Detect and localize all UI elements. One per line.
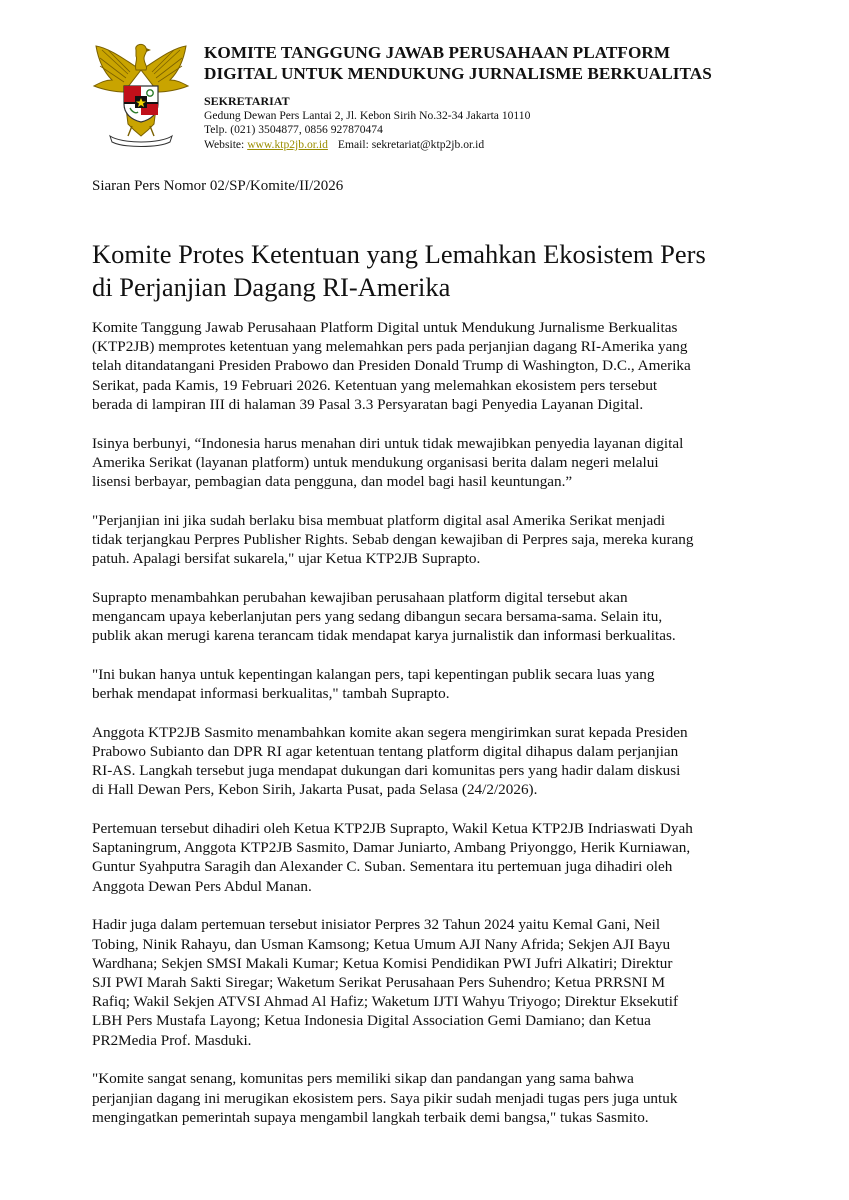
text-line: di Hall Dewan Pers, Kebon Sirih, Jakarta Pusat, pada Selasa (24/2/2026).: [92, 781, 538, 799]
secretariat-phone: Telp. (021) 3504877, 0856 927870474: [204, 123, 383, 137]
paragraph-6: [92, 723, 760, 800]
text-line: Komite Tanggung Jawab Perusahaan Platform Digital untuk Mendukung Jurnalisme Berkualitas: [92, 319, 678, 336]
text-line: "Perjanjian ini jika sudah berlaku bisa membuat platform digital asal Amerika Serikat menjadi: [92, 511, 666, 529]
text-line: Serikat, pada Kamis, 19 Februari 2026. Ketentuan yang melemahkan ekosistem pers tersebut: [92, 376, 658, 394]
text-line: Wardhana; Sekjen SMSI Makali Kumar; Ketua Komisi Pendidikan PWI Jufri Alkatiri; Direktur: [92, 954, 673, 972]
text-line: Saptaningrum, Anggota KTP2JB Sasmito, Damar Juniarto, Ambang Priyonggo, Herik Kurniawan,: [92, 839, 691, 857]
text-line: "Ini bukan hanya untuk kepentingan kalangan pers, tapi kepentingan publik secara luas yang: [92, 665, 655, 683]
organization-title-line-2: DIGITAL UNTUK MENDUKUNG JURNALISME BERKUALITAS: [204, 64, 712, 83]
email-text: Email: sekretariat@ktp2jb.or.id: [337, 137, 485, 151]
text-line: patuh. Apalagi bersifat sukarela," ujar Ketua KTP2JB Suprapto.: [92, 550, 481, 568]
website-link[interactable]: www.ktp2jb.or.id: [247, 137, 328, 151]
text-line: Suprapto menambahkan perubahan kewajiban perusahaan platform digital tersebut akan: [92, 588, 628, 606]
text-line: publik akan merugi karena terancam tidak mendapat karya jurnalistik dan informasi berkualitas.: [92, 627, 676, 645]
text-line: Prabowo Subianto dan DPR RI agar ketentuan tentang platform digital dihapus dalam perjanjian: [92, 742, 679, 760]
text-line: lisensi berbayar, pembagian data pengguna, dan model bagi hasil keuntungan.”: [92, 472, 573, 490]
article-body: [92, 318, 760, 1146]
paragraph-3: [92, 511, 760, 569]
text-line: tidak terjangkau Perpres Publisher Rights. Sebab dengan kewajiban di Perpres saja, mereka kurang: [92, 530, 694, 548]
text-line: Hadir juga dalam pertemuan tersebut inisiator Perpres 32 Tahun 2024 yaitu Kemal Gani, Neil: [92, 916, 661, 934]
paragraph-8: [92, 915, 760, 1049]
headline-line-1: Komite Protes Ketentuan yang Lemahkan Ekosistem Pers: [92, 239, 706, 269]
text-line: perjanjian dagang ini merugikan ekosistem pers. Saya pikir sudah menjadi tugas pers juga untuk: [92, 1089, 678, 1107]
text-line: telah ditandatangani Presiden Prabowo dan Presiden Donald Trump di Washington, D.C., Amerika: [92, 357, 691, 375]
text-line: Guntur Syahputra Saragih dan Alexander C. Suban. Sementara itu pertemuan juga dihadiri oleh: [92, 858, 673, 876]
text-line: Tobing, Ninik Rahayu, dan Usman Kamsong; Ketua Umum AJI Nany Afrida; Sekjen AJI Bayu: [92, 935, 671, 953]
text-line: berada di lampiran III di halaman 39 Pasal 3.3 Persyaratan bagi Penyedia Layanan Digital.: [92, 395, 644, 413]
garuda-pancasila-emblem-icon: [88, 40, 194, 148]
paragraph-1: [92, 318, 760, 414]
text-line: (KTP2JB) memprotes ketentuan yang melemahkan pers pada perjanjian dagang RI-Amerika yang: [92, 338, 688, 356]
text-line: PR2Media Prof. Masduki.: [92, 1031, 252, 1049]
letterhead: [204, 42, 804, 152]
text-line: Anggota KTP2JB Sasmito menambahkan komite akan segera mengirimkan surat kepada Presiden: [92, 723, 688, 741]
headline-line-2: di Perjanjian Dagang RI-Amerika: [92, 272, 451, 302]
headline: [92, 238, 782, 304]
paragraph-7: [92, 819, 760, 896]
text-line: "Komite sangat senang, komunitas pers memiliki sikap dan pandangan yang sama bahwa: [92, 1070, 634, 1088]
text-line: Isinya berbunyi, “Indonesia harus menahan diri untuk tidak mewajibkan penyedia layanan digital: [92, 434, 684, 452]
text-line: mengancam upaya keberlanjutan pers yang sedang dibangun secara bersama-sama. Selain itu,: [92, 607, 663, 625]
text-line: RI-AS. Langkah tersebut juga mendapat dukungan dari komunitas pers yang hadir dalam diskusi: [92, 762, 681, 780]
paragraph-5: [92, 665, 760, 703]
secretariat-contacts: [204, 138, 804, 152]
text-line: Anggota Dewan Pers Abdul Manan.: [92, 877, 312, 895]
organization-title-line-1: KOMITE TANGGUNG JAWAB PERUSAHAAN PLATFORM: [204, 43, 671, 62]
paragraph-4: [92, 588, 760, 646]
paragraph-2: [92, 434, 760, 492]
text-line: mengingatkan pemerintah supaya mengambil langkah terbaik demi bangsa," tukas Sasmito.: [92, 1108, 649, 1126]
press-release-number: Siaran Pers Nomor 02/SP/Komite/II/2026: [92, 178, 344, 194]
text-line: LBH Pers Mustafa Layong; Ketua Indonesia Digital Association Gemi Damiano; dan Ketua: [92, 1012, 651, 1030]
secretariat-label: SEKRETARIAT: [204, 94, 290, 108]
secretariat-address: Gedung Dewan Pers Lantai 2, Jl. Kebon Sirih No.32-34 Jakarta 10110: [204, 109, 531, 122]
text-line: Rafiq; Wakil Sekjen ATVSI Ahmad Al Hafiz; Waketum IJTI Wahyu Triyogo; Direktur Eksekutif: [92, 993, 679, 1011]
text-line: SJI PWI Marah Sakti Siregar; Waketum Serikat Perusahaan Pers Suhendro; Ketua PRRSNI M: [92, 973, 666, 991]
text-line: berhak mendapat informasi berkualitas," tambah Suprapto.: [92, 685, 450, 703]
paragraph-9: [92, 1069, 760, 1127]
text-line: Pertemuan tersebut dihadiri oleh Ketua KTP2JB Suprapto, Wakil Ketua KTP2JB Indriaswati Dyah: [92, 820, 693, 838]
website-label: Website:: [204, 137, 245, 151]
text-line: Amerika Serikat (layanan platform) untuk mendukung organisasi berita dalam negeri melalui: [92, 453, 659, 471]
